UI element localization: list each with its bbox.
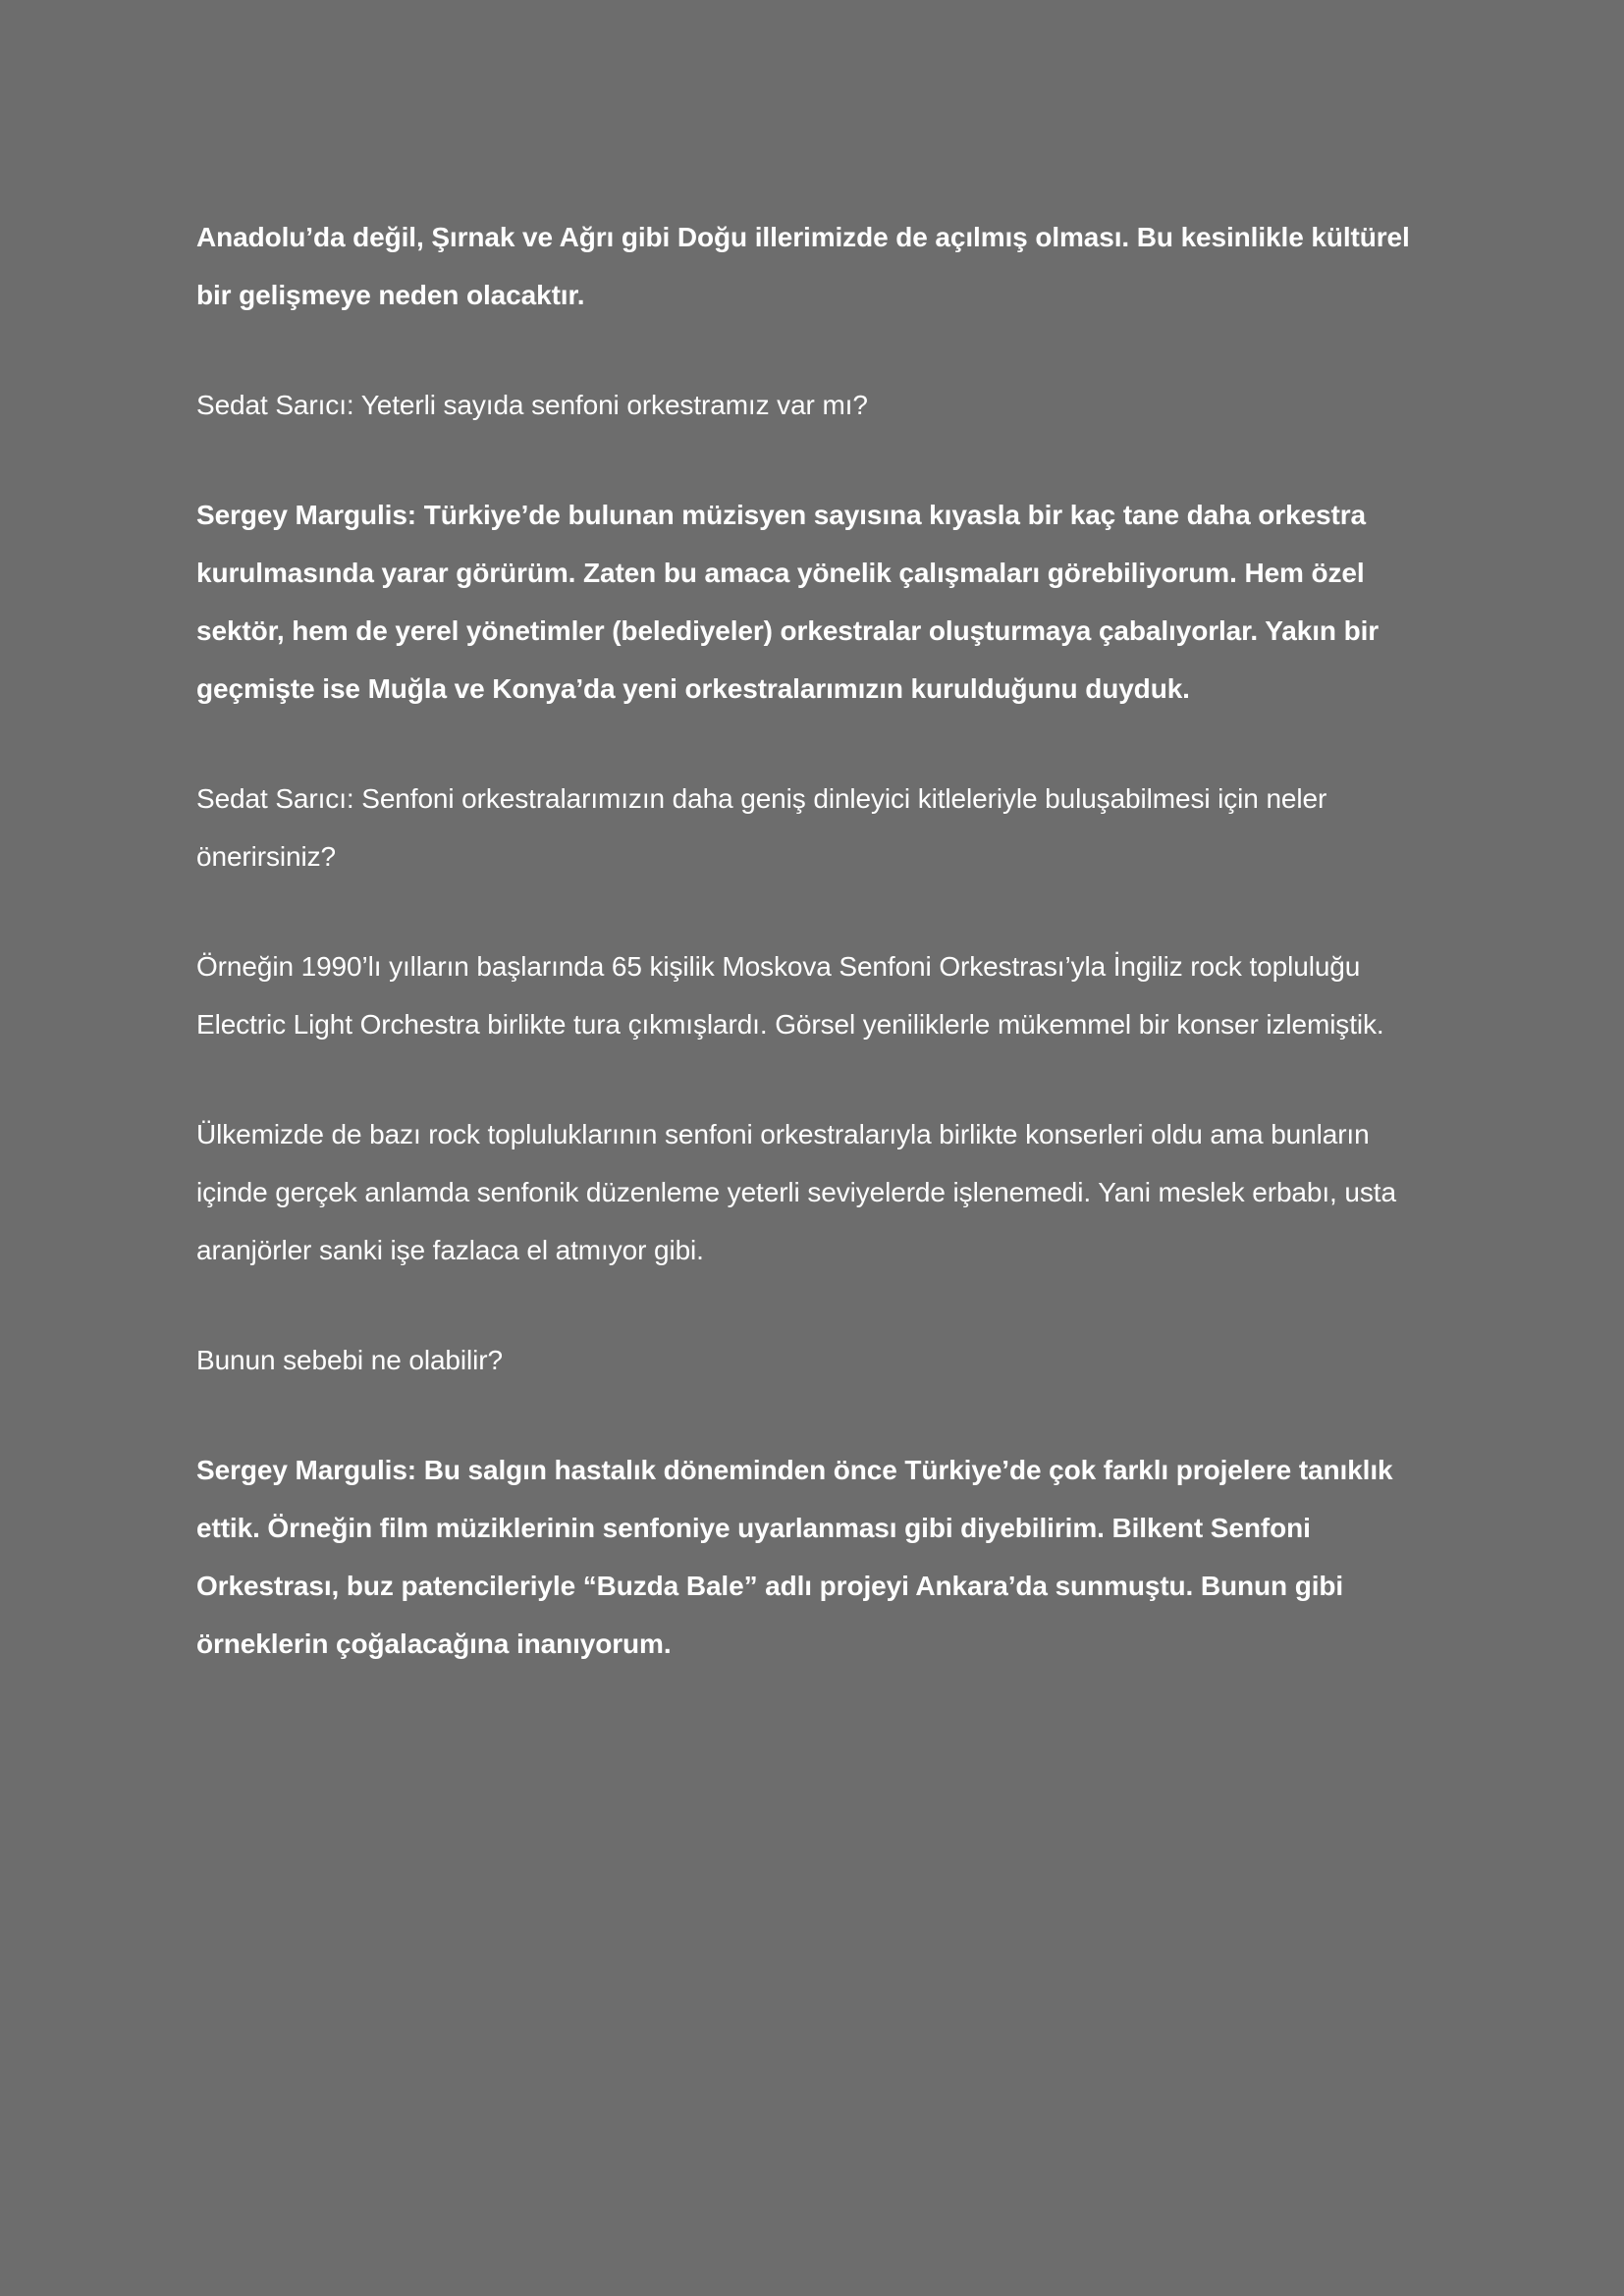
paragraph-example-elo: Örneğin 1990’lı yılların başlarında 65 kişilik Moskova Senfoni Orkestrası’yla İngiliz rock topluluğu Electric Light Orchestra birlikte tura çıkmışlardı. Görsel yeniliklerle mükemmel bir konser izlemiştik. bbox=[196, 951, 1384, 1040]
paragraph-answer-orchestra-count: Sergey Margulis: Türkiye’de bulunan müzisyen sayısına kıyasla bir kaç tane daha orkestra kurulmasında yarar görürüm. Zaten bu amaca yönelik çalışmaları görebiliyorum. Hem özel sektör, hem de yerel yönetimler (belediyeler) orkestralar oluşturmaya çabalıyorlar. Yakın bir geçmişte ise Muğla ve Konya’da yeni orkestralarımızın kurulduğunu duyduk. bbox=[196, 500, 1380, 704]
paragraph-rock-concerts: Ülkemizde de bazı rock topluluklarının senfoni orkestralarıyla birlikte konserleri oldu ama bunların içinde gerçek anlamda senfonik düzenleme yeterli seviyelerde işlenemedi. Yani meslek erbabı, usta aranjörler sanki işe fazlaca el atmıyor gibi. bbox=[196, 1119, 1396, 1265]
paragraph-question-orchestra-count: Sedat Sarıcı: Yeterli sayıda senfoni orkestramız var mı? bbox=[196, 390, 868, 420]
paragraph-answer-projects: Sergey Margulis: Bu salgın hastalık döneminden önce Türkiye’de çok farklı projelere tanıklık ettik. Örneğin film müziklerinin senfoniye uyarlanması gibi diyebilirim. Bilkent Senfoni Orkestrası, buz patencileriyle “Buzda Bale” adlı projeyi Ankara’da sunmuştu. Bunun gibi örneklerin çoğalacağına inanıyorum. bbox=[196, 1455, 1393, 1659]
paragraph-question-audience: Sedat Sarıcı: Senfoni orkestralarımızın daha geniş dinleyici kitleleriyle buluşabilmesi için neler önerirsiniz? bbox=[196, 783, 1327, 872]
document-body bbox=[196, 208, 1443, 1725]
paragraph-question-reason: Bunun sebebi ne olabilir? bbox=[196, 1345, 503, 1375]
paragraph-answer-intro: Anadolu’da değil, Şırnak ve Ağrı gibi Doğu illerimizde de açılmış olması. Bu kesinlikle kültürel bir gelişmeye neden olacaktır. bbox=[196, 222, 1410, 310]
